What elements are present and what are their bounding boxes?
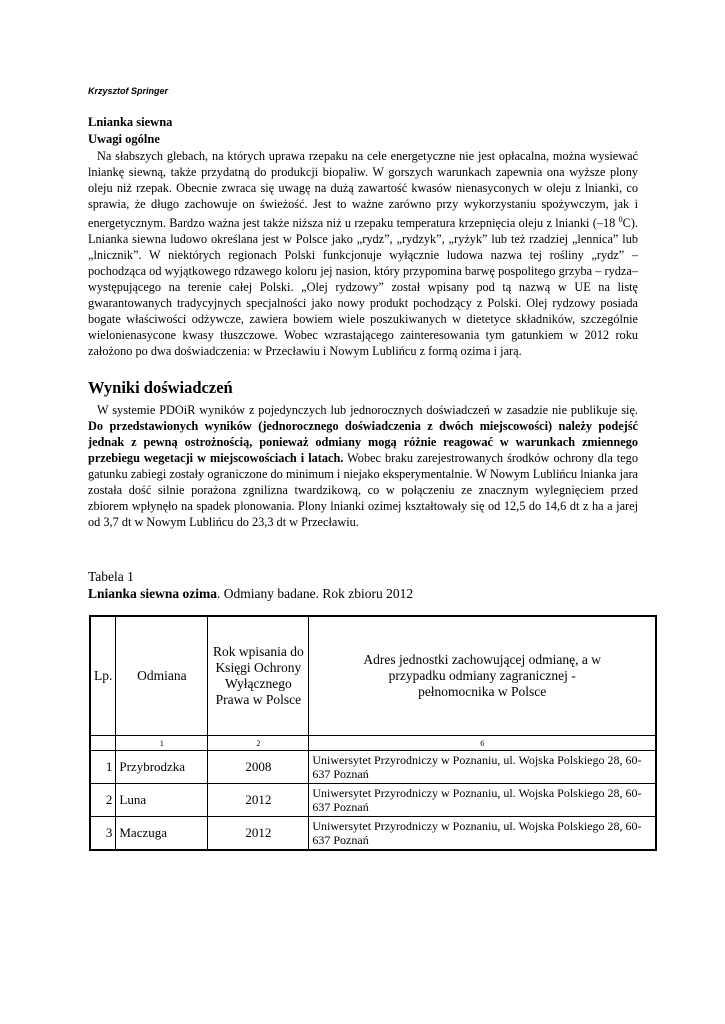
cell-odmiana: Przybrodzka bbox=[116, 751, 208, 784]
cell-odmiana: Luna bbox=[116, 784, 208, 817]
cell-adres: Uniwersytet Przyrodniczy w Poznaniu, ul. Wojska Polskiego 28, 60-637 Poznań bbox=[309, 817, 656, 851]
table-title-rest: . Odmiany badane. Rok zbioru 2012 bbox=[217, 586, 414, 601]
section-heading-general: Uwagi ogólne bbox=[88, 132, 160, 146]
cell-rok: 2012 bbox=[208, 817, 309, 851]
intro-text-a: Na słabszych glebach, na których uprawa rzepaku na cele energetyczne nie jest opłacalna, można wysiewać lniankę siewną, także przydatną do produkcji biopaliw. W gorszych warunkach zapewnia ona wyższe plony oleju niż rzepak. Obecnie zwraca się uwagę na dużą zawartość kwasów nienasyconych w oleju z lnianki, co sprawia, że długo zachowuje on świeżość. Jest to ważne zarówno przy wykorzystaniu spożywczym, jak i energetycznym. Bardzo ważna jest także niższa niż u rzepaku temperatura krzepnięcia oleju z lnianki (–18 bbox=[88, 149, 638, 231]
header-lp: Lp. bbox=[90, 616, 116, 736]
colnum-1: 1 bbox=[116, 736, 208, 751]
cell-rok: 2012 bbox=[208, 784, 309, 817]
author-name: Krzysztof Springer bbox=[88, 86, 169, 96]
table-row bbox=[90, 784, 656, 817]
table-row bbox=[90, 751, 656, 784]
results-heading: Wyniki doświadczeń bbox=[88, 378, 233, 397]
header-odmiana: Odmiana bbox=[116, 616, 208, 736]
cell-lp: 1 bbox=[90, 751, 116, 784]
table-row bbox=[90, 817, 656, 851]
varieties-table bbox=[89, 615, 657, 851]
results-text-b: Wobec braku zarejestrowanych środków ochrony dla tego gatunku zabiegi zostały ograniczone do minimum i niejako eksperymentalnie. W Nowym Lublińcu lnianka jara została dość silnie porażona zgnilizna twardzikową, co w połączeniu ze znacznym wylegnięciem przed zbiorem wpłynęło na spadek plonowania. Plony lnianki ozimej kształtowały się od 12,5 do 14,6 dt z ha a jarej od 3,7 dt w Nowym Lublińcu do 23,3 dt w Przecławiu. bbox=[88, 451, 638, 529]
table-title bbox=[88, 586, 413, 602]
colnum-6: 6 bbox=[309, 736, 656, 751]
cell-adres: Uniwersytet Przyrodniczy w Poznaniu, ul. Wojska Polskiego 28, 60-637 Poznań bbox=[309, 784, 656, 817]
colnum-2: 2 bbox=[208, 736, 309, 751]
intro-paragraph bbox=[88, 148, 638, 359]
cell-lp: 3 bbox=[90, 817, 116, 851]
table-number: Tabela 1 bbox=[88, 569, 134, 584]
header-adres: Adres jednostki zachowującej odmianę, a w przypadku odmiany zagranicznej - pełnomocnika w Polsce bbox=[309, 616, 656, 736]
results-text-a: W systemie PDOiR wyników z pojedynczych lub jednorocznych doświadczeń w zasadzie nie publikuje się. bbox=[97, 403, 638, 417]
results-text-bold: Do przedstawionych wyników (jednorocznego doświadczenia z dwóch miejscowości) należy podejść jednak z pewną ostrożnością, ponieważ odmiany mogą różnie reagować w warunkach zmiennego przebiegu wegetacji w miejscowościach i latach. bbox=[88, 419, 638, 465]
cell-lp: 2 bbox=[90, 784, 116, 817]
intro-text-b: C). Lnianka siewna ludowo określana jest w Polsce jako „rydz”, „rydzyk”, „ryżyk” lub też rzadziej „lennica” lub „lnicznik”. W niektórych regionach Polski funkcjonuje wyłącznie ludowa nazwa tej rośliny „rydz” – pochodząca od wyjątkowego rdzawego koloru jej nasion, który przypomina barwę pospolitego grzyba – rydza– występującego na terenie całej Polski. „Olej rydzowy” został wpisany pod tą nazwą w UE na listę gwarantowanych tradycyjnych specjalności jako nowy produkt pochodzący z Polski. Olej rydzowy posiada bogate właściwości odżywcze, zawiera bowiem wiele poszukiwanych w dietetyce składników, szczególnie wielonienasycone kwasy tłuszczowe. Wobec wzrastającego zainteresowania tym gatunkiem w 2012 roku założono po dwa doświadczenia: w Przecławiu i Nowym Lublińcu z formą ozima i jarą. bbox=[88, 216, 638, 359]
table-title-bold: Lnianka siewna ozima bbox=[88, 586, 218, 601]
degree-sup: 0 bbox=[618, 215, 623, 224]
colnum-0 bbox=[90, 736, 116, 751]
header-rok: Rok wpisania do Księgi Ochrony Wyłącznego Prawa w Polsce bbox=[208, 616, 309, 736]
table-header-row bbox=[90, 616, 656, 736]
cell-adres: Uniwersytet Przyrodniczy w Poznaniu, ul. Wojska Polskiego 28, 60-637 Poznań bbox=[309, 751, 656, 784]
cell-rok: 2008 bbox=[208, 751, 309, 784]
results-paragraph bbox=[88, 402, 638, 530]
column-number-row bbox=[90, 736, 656, 751]
cell-odmiana: Maczuga bbox=[116, 817, 208, 851]
document-title: Lnianka siewna bbox=[88, 115, 173, 129]
